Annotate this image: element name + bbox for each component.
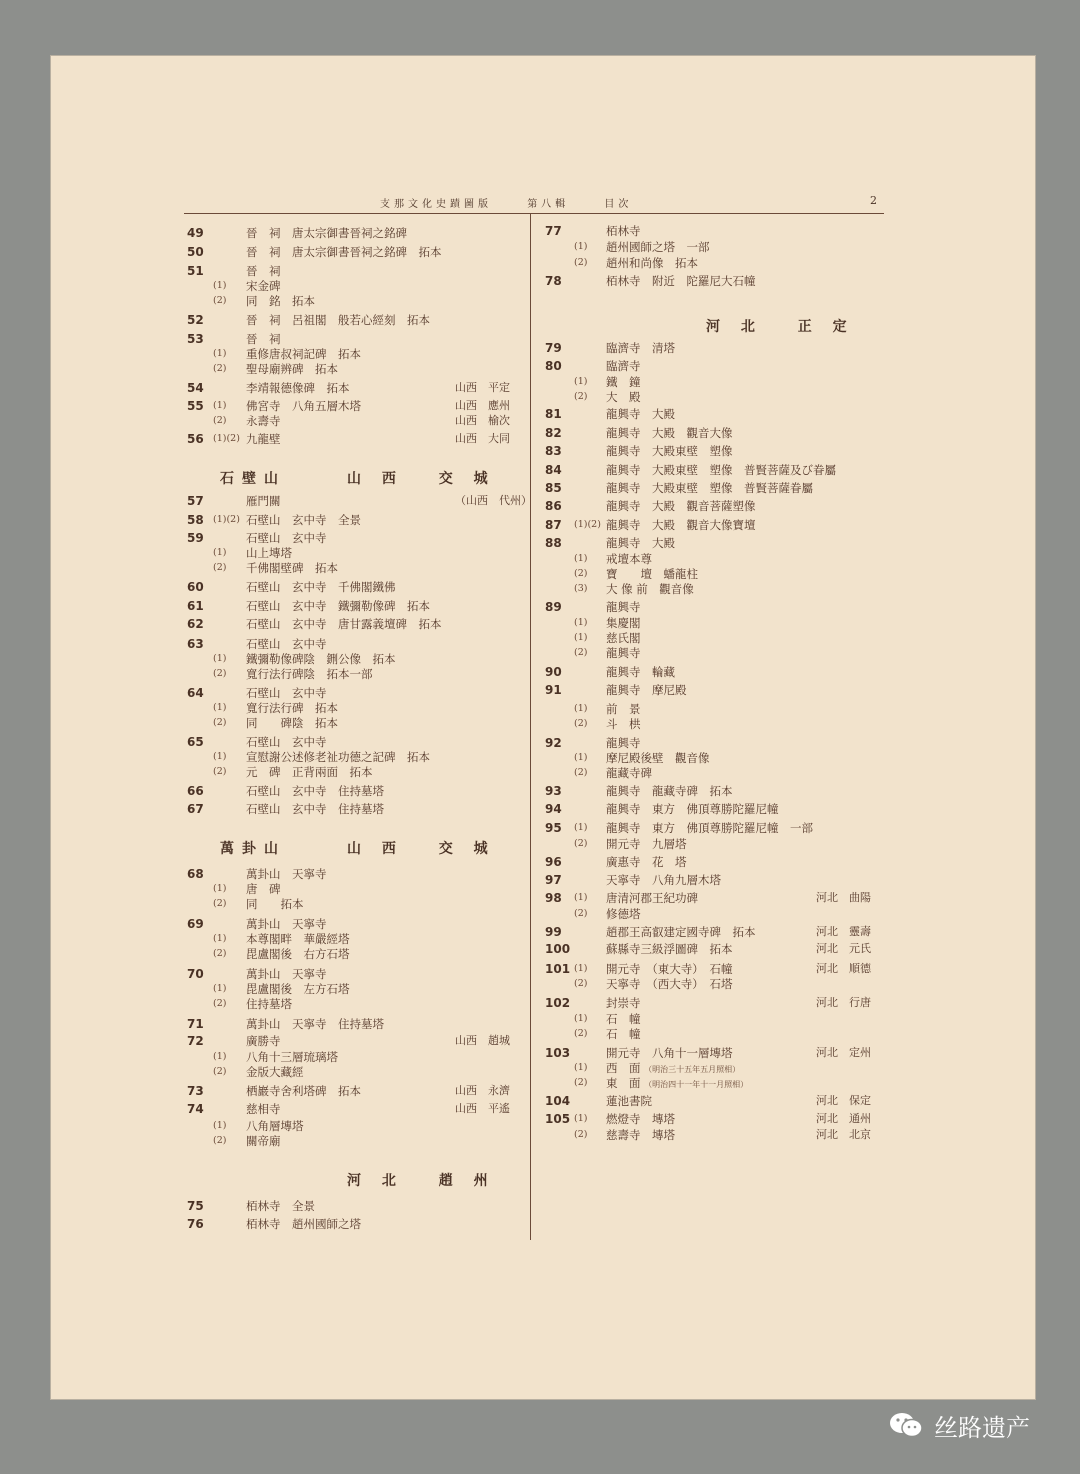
entry-title: 龍興寺 大殿東壁 塑像 普賢菩薩及び眷屬 [606,463,836,477]
entry-subnumber: (2) [213,998,227,1009]
entry-number: 51 [187,264,204,278]
entry-number: 98 [545,891,562,905]
entry-title: 萬卦山 天寧寺 住持墓塔 [246,1017,384,1031]
entry-title: 寶 壇 蟠龍柱 [606,567,698,581]
entry-title: 西 面 （明治三十五年五月照相） [606,1061,741,1075]
entry-number: 80 [545,359,562,373]
entry-subnumber: (2) [213,898,227,909]
entry-title: 蓮池書院 [606,1094,652,1108]
entry-title: 封崇寺 [606,996,641,1010]
entry-title: 龍興寺 大殿 [606,407,675,421]
entry-number: 63 [187,637,204,651]
entry-title: 廣勝寺 [246,1034,281,1048]
entry-subnumber: (1) [574,892,588,903]
entry-number: 84 [545,463,562,477]
entry-subnumber: (1) [574,752,588,763]
section-location: 山 西 交 城 [347,841,496,857]
entry-title: 唐 碑 [246,882,281,896]
entry-title: 龍興寺 龍藏寺碑 拓本 [606,784,733,798]
entry-location: 河北 順德 [816,962,871,975]
entry-subnumber: (2) [574,568,588,579]
entry-title: 萬卦山 天寧寺 [246,867,327,881]
entry-number: 82 [545,426,562,440]
watermark-text: 丝路遗产 [934,1413,1030,1442]
entry-number: 95 [545,821,562,835]
entry-title: 大 像 前 觀音像 [606,582,694,596]
entry-title: 萬卦山 天寧寺 [246,967,327,981]
entry-title: 龍興寺 [606,600,641,614]
entry-number: 104 [545,1094,571,1108]
section-location: 河 北 正 定 [706,319,855,335]
entry-title: 佛宮寺 八角五層木塔 [246,399,361,413]
entry-title: 石壁山 玄中寺 住持墓塔 [246,784,384,798]
entry-number: 64 [187,686,204,700]
volume-label: 第八輯 [527,199,570,210]
entry-number: 94 [545,802,562,816]
entry-subnumber: (1) [574,617,588,628]
entry-number: 105 [545,1112,571,1126]
entry-title: 山上塼塔 [246,546,292,560]
entry-title: 石壁山 玄中寺 [246,735,327,749]
entry-number: 101 [545,962,571,976]
entry-title: 栢林寺 趙州國師之塔 [246,1217,361,1231]
entry-number: 58 [187,513,204,527]
entry-title: 同 銘 拓本 [246,294,315,308]
entry-title: 慈氏閣 [606,631,641,645]
entry-title: 同 拓本 [246,897,304,911]
entry-subnumber: (1) [574,241,588,252]
entry-title: 栖巖寺舍利塔碑 拓本 [246,1084,361,1098]
entry-title: 前 景 [606,702,641,716]
section-location: 河 北 趙 州 [347,1173,496,1189]
entry-title: 石壁山 玄中寺 唐甘露義壇碑 拓本 [246,617,442,631]
watermark [888,1405,1030,1445]
entry-number: 57 [187,494,204,508]
entry-title: 戒壇本尊 [606,552,652,566]
entry-subnumber: (1)(2) [213,514,240,525]
entry-location: 河北 保定 [816,1094,871,1107]
entry-location: 河北 元氏 [816,942,871,955]
entry-subnumber: (1) [574,632,588,643]
entry-title: 石壁山 玄中寺 [246,637,327,651]
entry-number: 97 [545,873,562,887]
entry-subnumber: (2) [213,1135,227,1146]
entry-subnumber: (2) [213,948,227,959]
entry-title: 天寧寺 八角九層木塔 [606,873,721,887]
entry-title: 龍藏寺碑 [606,766,652,780]
entry-subnumber: (1) [213,1051,227,1062]
entry-number: 103 [545,1046,571,1060]
entry-number: 99 [545,925,562,939]
entry-subnumber: (1) [213,400,227,411]
entry-number: 52 [187,313,204,327]
entry-subnumber: (2) [213,766,227,777]
entry-title: 本尊閣畔 華嚴經塔 [246,932,350,946]
entry-location: 河北 通州 [816,1112,871,1125]
entry-number: 90 [545,665,562,679]
entry-title: 石壁山 玄中寺 [246,686,327,700]
entry-subnumber: (1)(2) [574,519,601,530]
entry-title: 石 幢 [606,1012,641,1026]
entry-title: 天寧寺 （西大寺） 石塔 [606,977,733,991]
entry-title: 寬行法行碑陰 拓本一部 [246,667,373,681]
entry-subnumber: (2) [213,668,227,679]
entry-subnumber: (1) [574,1062,588,1073]
entry-number: 68 [187,867,204,881]
entry-subnumber: (1) [213,1120,227,1131]
entry-subnumber: (2) [574,391,588,402]
entry-title: 金版大藏經 [246,1065,304,1079]
entry-number: 85 [545,481,562,495]
entry-location: 山西 永濟 [455,1084,510,1097]
entry-subnumber: (1)(2) [213,433,240,444]
entry-title: 住持墓塔 [246,997,292,1011]
entry-number: 81 [545,407,562,421]
entry-title: 宋金碑 [246,279,281,293]
entry-title: 栢林寺 附近 陀羅尼大石幢 [606,274,756,288]
entry-title: 晉 祠 唐太宗御書晉祠之銘碑 拓本 [246,245,442,259]
entry-title: 龍興寺 大殿東壁 塑像 普賢菩薩眷屬 [606,481,813,495]
entry-number: 96 [545,855,562,869]
entry-title: 毘盧閣後 左方石塔 [246,982,350,996]
entry-subnumber: (1) [213,983,227,994]
entry-number: 86 [545,499,562,513]
entry-title: 石壁山 玄中寺 全景 [246,513,361,527]
entry-title: 九龍壁 [246,432,281,446]
entry-number: 89 [545,600,562,614]
entry-number: 102 [545,996,571,1010]
entry-number: 61 [187,599,204,613]
entry-number: 67 [187,802,204,816]
entry-title: 關帝廟 [246,1134,281,1148]
entry-title: 栢林寺 全景 [246,1199,315,1213]
entry-subnumber: (1) [213,653,227,664]
entry-subnumber: (1) [574,822,588,833]
entry-location: 山西 平定 [455,381,510,394]
entry-subnumber: (2) [574,647,588,658]
entry-number: 49 [187,226,204,240]
entry-title: 晉 祠 呂祖閣 般若心經刻 拓本 [246,313,430,327]
entry-subnumber: (2) [574,257,588,268]
entry-number: 60 [187,580,204,594]
entry-title: 集慶閣 [606,616,641,630]
entry-subnumber: (2) [213,717,227,728]
entry-title: 東 面 （明治四十一年十一月照相） [606,1076,749,1090]
entry-subnumber: (2) [574,767,588,778]
entry-title: 臨濟寺 [606,359,641,373]
entry-title: 石壁山 玄中寺 住持墓塔 [246,802,384,816]
entry-number: 55 [187,399,204,413]
entry-subnumber: (1) [574,376,588,387]
entry-number: 100 [545,942,571,956]
entry-title: 毘盧閣後 右方石塔 [246,947,350,961]
page-number: 2 [870,194,877,207]
entry-title: 摩尼殿後壁 觀音像 [606,751,710,765]
entry-title: 石壁山 玄中寺 [246,531,327,545]
entry-title: 開元寺 八角十一層塼塔 [606,1046,733,1060]
entry-title: 趙州和尚像 拓本 [606,256,698,270]
entry-subnumber: (1) [213,933,227,944]
section-heading: 石壁山 [220,471,286,487]
entry-number: 65 [187,735,204,749]
entry-title: 龍興寺 大殿 觀音大像寶壇 [606,518,756,532]
entry-number: 76 [187,1217,204,1231]
entry-location: 山西 榆次 [455,414,510,427]
entry-number: 77 [545,224,562,238]
entry-location: 河北 行唐 [816,996,871,1009]
entry-title: 臨濟寺 清塔 [606,341,675,355]
entry-title: 石壁山 玄中寺 鐵彌勒像碑 拓本 [246,599,430,613]
entry-subnumber: (1) [213,547,227,558]
entry-subnumber: (1) [574,963,588,974]
entry-title: 宣慰謝公述修老祉功德之記碑 拓本 [246,750,430,764]
entry-title: 大 殿 [606,390,641,404]
entry-subnumber: (1) [213,702,227,713]
entry-number: 56 [187,432,204,446]
entry-title: 龍興寺 大殿東壁 塑像 [606,444,733,458]
entry-title: 龍興寺 東方 佛頂尊勝陀羅尼幢 [606,802,779,816]
entry-title: 龍興寺 [606,646,641,660]
entry-title: 晉 祠 唐太宗御書晉祠之銘碑 [246,226,407,240]
entry-title: 鐵彌勒像碑陰 鉶公像 拓本 [246,652,396,666]
entry-location: 山西 應州 [455,399,510,412]
entry-title: 斗 栱 [606,717,641,731]
entry-location: 河北 曲陽 [816,891,871,904]
section-heading: 萬卦山 [220,841,286,857]
entry-number: 50 [187,245,204,259]
entry-title: 李靖報德像碑 拓本 [246,381,350,395]
entry-title: 龍興寺 大殿 觀音大像 [606,426,733,440]
entry-number: 93 [545,784,562,798]
entry-title: 燃燈寺 塼塔 [606,1112,675,1126]
entry-subnumber: (2) [574,838,588,849]
entry-number: 75 [187,1199,204,1213]
entry-subnumber: (2) [213,295,227,306]
entry-location: 山西 平遙 [455,1102,510,1115]
entry-title: 同 碑陰 拓本 [246,716,338,730]
entry-number: 69 [187,917,204,931]
entry-location: 山西 趙城 [455,1034,510,1047]
entry-location: 河北 北京 [816,1128,871,1141]
entry-title: 廣惠寺 花 塔 [606,855,687,869]
entry-number: 72 [187,1034,204,1048]
entry-subnumber: (2) [574,718,588,729]
entry-title: 慈壽寺 塼塔 [606,1128,675,1142]
entry-number: 83 [545,444,562,458]
entry-number: 87 [545,518,562,532]
book-title: 支那文化史蹟圖版 [380,199,492,210]
entry-number: 88 [545,536,562,550]
entry-subnumber: (1) [574,553,588,564]
entry-title: 萬卦山 天寧寺 [246,917,327,931]
entry-subnumber: (1) [574,703,588,714]
photo-date-note: （明治四十一年十一月照相） [644,1080,749,1089]
entry-title: 雁門關 [246,494,281,508]
entry-title: 趙郡王高叡建定國寺碑 拓本 [606,925,756,939]
entry-subnumber: (1) [574,1113,588,1124]
entry-number: 73 [187,1084,204,1098]
entry-subnumber: (2) [213,1066,227,1077]
entry-title: 栢林寺 [606,224,641,238]
entry-title: 永壽寺 [246,414,281,428]
entry-subnumber: (1) [213,883,227,894]
entry-number: 74 [187,1102,204,1116]
entry-title: 八角層塼塔 [246,1119,304,1133]
entry-number: 79 [545,341,562,355]
entry-title: 龍興寺 輪藏 [606,665,675,679]
entry-title: 晉 祠 [246,332,281,346]
entry-title: 龍興寺 大殿 觀音菩薩塑像 [606,499,756,513]
entry-title: 開元寺 九層塔 [606,837,687,851]
entry-number: 59 [187,531,204,545]
entry-title: 開元寺 （東大寺） 石幢 [606,962,733,976]
entry-number: 78 [545,274,562,288]
entry-subnumber: (2) [574,978,588,989]
entry-title: 趙州國師之塔 一部 [606,240,710,254]
entry-subnumber: (2) [574,908,588,919]
entry-title: 元 碑 正背兩面 拓本 [246,765,373,779]
entry-title: 蘇縣寺三級浮圖碑 拓本 [606,942,733,956]
entry-location: 河北 靈壽 [816,925,871,938]
entry-subnumber: (2) [574,1077,588,1088]
entry-title: 石 幢 [606,1027,641,1041]
wechat-icon [888,1410,924,1440]
entry-subnumber: (2) [574,1129,588,1140]
entry-title: 修德塔 [606,907,641,921]
entry-title: 慈相寺 [246,1102,281,1116]
entry-number: 71 [187,1017,204,1031]
entry-number: 53 [187,332,204,346]
entry-location: （山西 代州） [455,494,532,507]
entry-title: 寬行法行碑 拓本 [246,701,338,715]
entry-title: 晉 祠 [246,264,281,278]
entry-title: 龍興寺 摩尼殿 [606,683,687,697]
entry-subnumber: (1) [213,280,227,291]
entry-subnumber: (2) [213,363,227,374]
photo-date-note: （明治三十五年五月照相） [644,1065,741,1074]
entry-number: 62 [187,617,204,631]
entry-title: 龍興寺 大殿 [606,536,675,550]
entry-location: 河北 定州 [816,1046,871,1059]
entry-subnumber: (1) [213,348,227,359]
entry-title: 八角十三層琉璃塔 [246,1050,338,1064]
entry-subnumber: (1) [574,1013,588,1024]
entry-title: 唐清河郡王紀功碑 [606,891,698,905]
entry-number: 70 [187,967,204,981]
entry-number: 66 [187,784,204,798]
entry-title: 重修唐叔祠記碑 拓本 [246,347,361,361]
entry-title: 石壁山 玄中寺 千佛閣鐵佛 [246,580,396,594]
entry-subnumber: (2) [574,1028,588,1039]
section-location: 山 西 交 城 [347,471,496,487]
header-rule [184,213,884,214]
entry-subnumber: (2) [213,562,227,573]
entry-subnumber: (2) [213,415,227,426]
entry-number: 54 [187,381,204,395]
entry-title: 龍興寺 東方 佛頂尊勝陀羅尼幢 一部 [606,821,813,835]
entry-title: 鐵 鐘 [606,375,641,389]
entry-subnumber: (3) [574,583,588,594]
entry-number: 92 [545,736,562,750]
entry-title: 聖母廟辨碑 拓本 [246,362,338,376]
running-head [380,195,660,210]
entry-title: 千佛閣壁碑 拓本 [246,561,338,575]
entry-title: 龍興寺 [606,736,641,750]
column-divider [530,214,531,1240]
entry-subnumber: (1) [213,751,227,762]
entry-location: 山西 大同 [455,432,510,445]
section-label: 目次 [604,199,633,210]
entry-number: 91 [545,683,562,697]
